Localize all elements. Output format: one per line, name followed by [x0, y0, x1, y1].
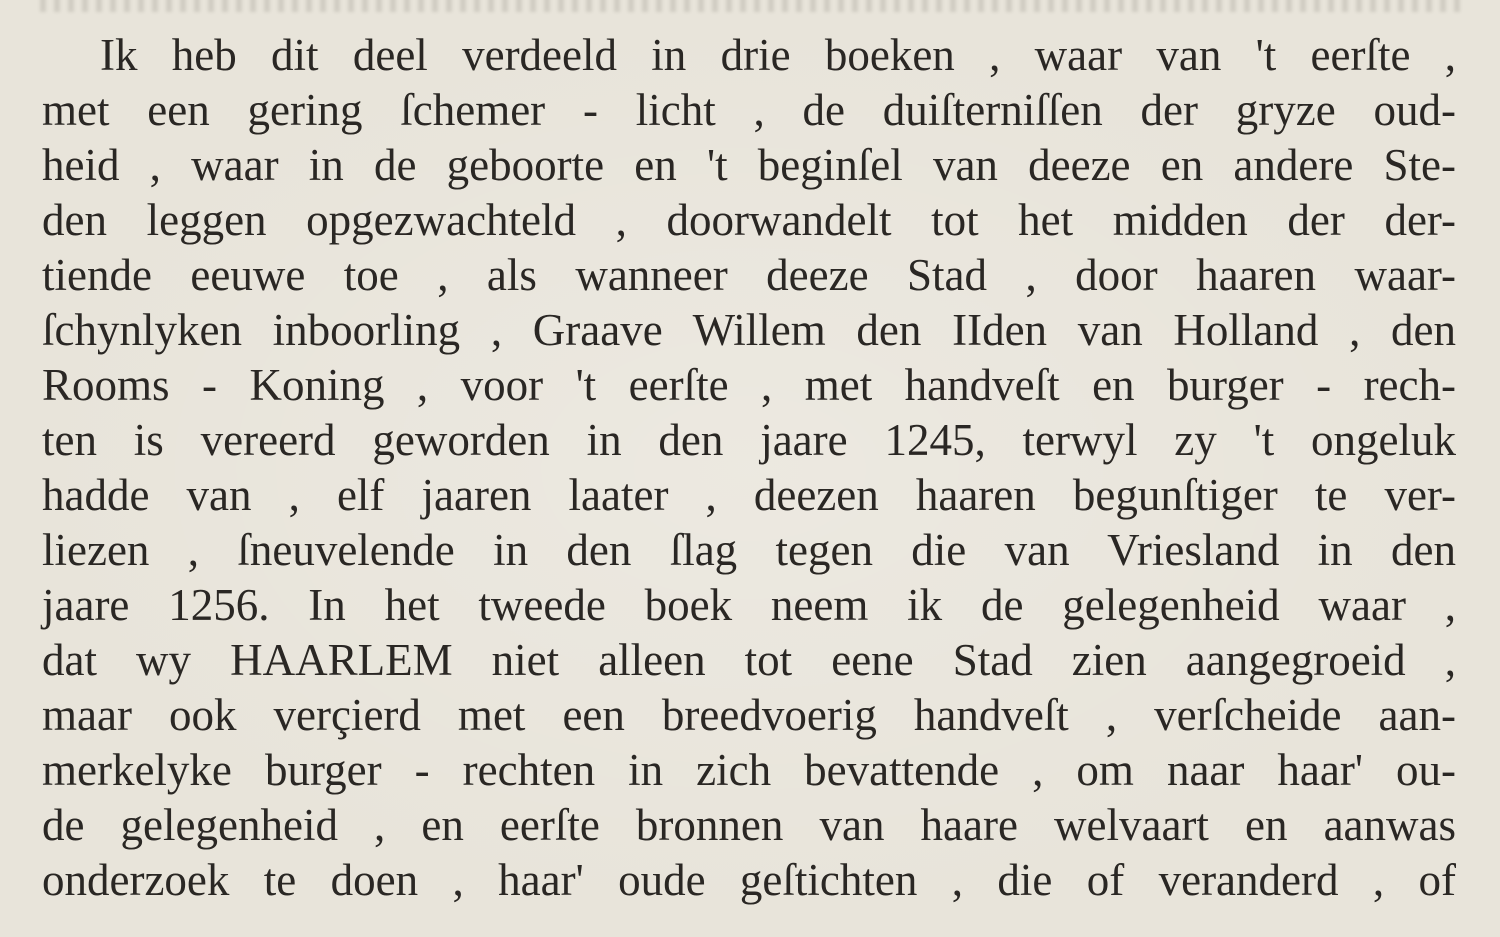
text-line-4: den leggen opgezwachteld , doorwandelt tot het midden der der-	[42, 195, 1456, 245]
text-line-11: jaare 1256. In het tweede boek neem ik de gelegenheid waar ,	[42, 580, 1456, 630]
text-line-8: ten is vereerd geworden in den jaare 1245, terwyl zy 't ongeluk	[42, 415, 1456, 465]
show-through-text	[40, 0, 1460, 12]
text-line-10: liezen , ſneuvelende in den ſlag tegen die van Vriesland in den	[42, 525, 1456, 575]
text-line-12: dat wy HAARLEM niet alleen tot eene Stad zien aangegroeid ,	[42, 635, 1456, 685]
text-line-14: merkelyke burger - rechten in zich bevattende , om naar haar' ou-	[42, 745, 1456, 795]
text-line-16: onderzoek te doen , haar' oude geſtichten , die of veranderd , of	[42, 855, 1456, 905]
text-line-6: ſchynlyken inboorling , Graave Willem den IIden van Holland , den	[42, 305, 1456, 355]
text-line-1: Ik heb dit deel verdeeld in drie boeken , waar van 't eerſte ,	[100, 30, 1456, 80]
text-line-15: de gelegenheid , en eerſte bronnen van haare welvaart en aanwas	[42, 800, 1456, 850]
text-line-7: Rooms - Koning , voor 't eerſte , met handveſt en burger - rech-	[42, 360, 1456, 410]
text-line-9: hadde van , elf jaaren laater , deezen haaren begunſtiger te ver-	[42, 470, 1456, 520]
text-line-13: maar ook verçierd met een breedvoerig handveſt , verſcheide aan-	[42, 690, 1456, 740]
text-line-3: heid , waar in de geboorte en 't beginſel van deeze en andere Ste-	[42, 140, 1456, 190]
text-line-5: tiende eeuwe toe , als wanneer deeze Stad , door haaren waar-	[42, 250, 1456, 300]
text-line-2: met een gering ſchemer - licht , de duiſterniſſen der gryze oud-	[42, 85, 1456, 135]
page-paragraph	[42, 28, 1456, 908]
